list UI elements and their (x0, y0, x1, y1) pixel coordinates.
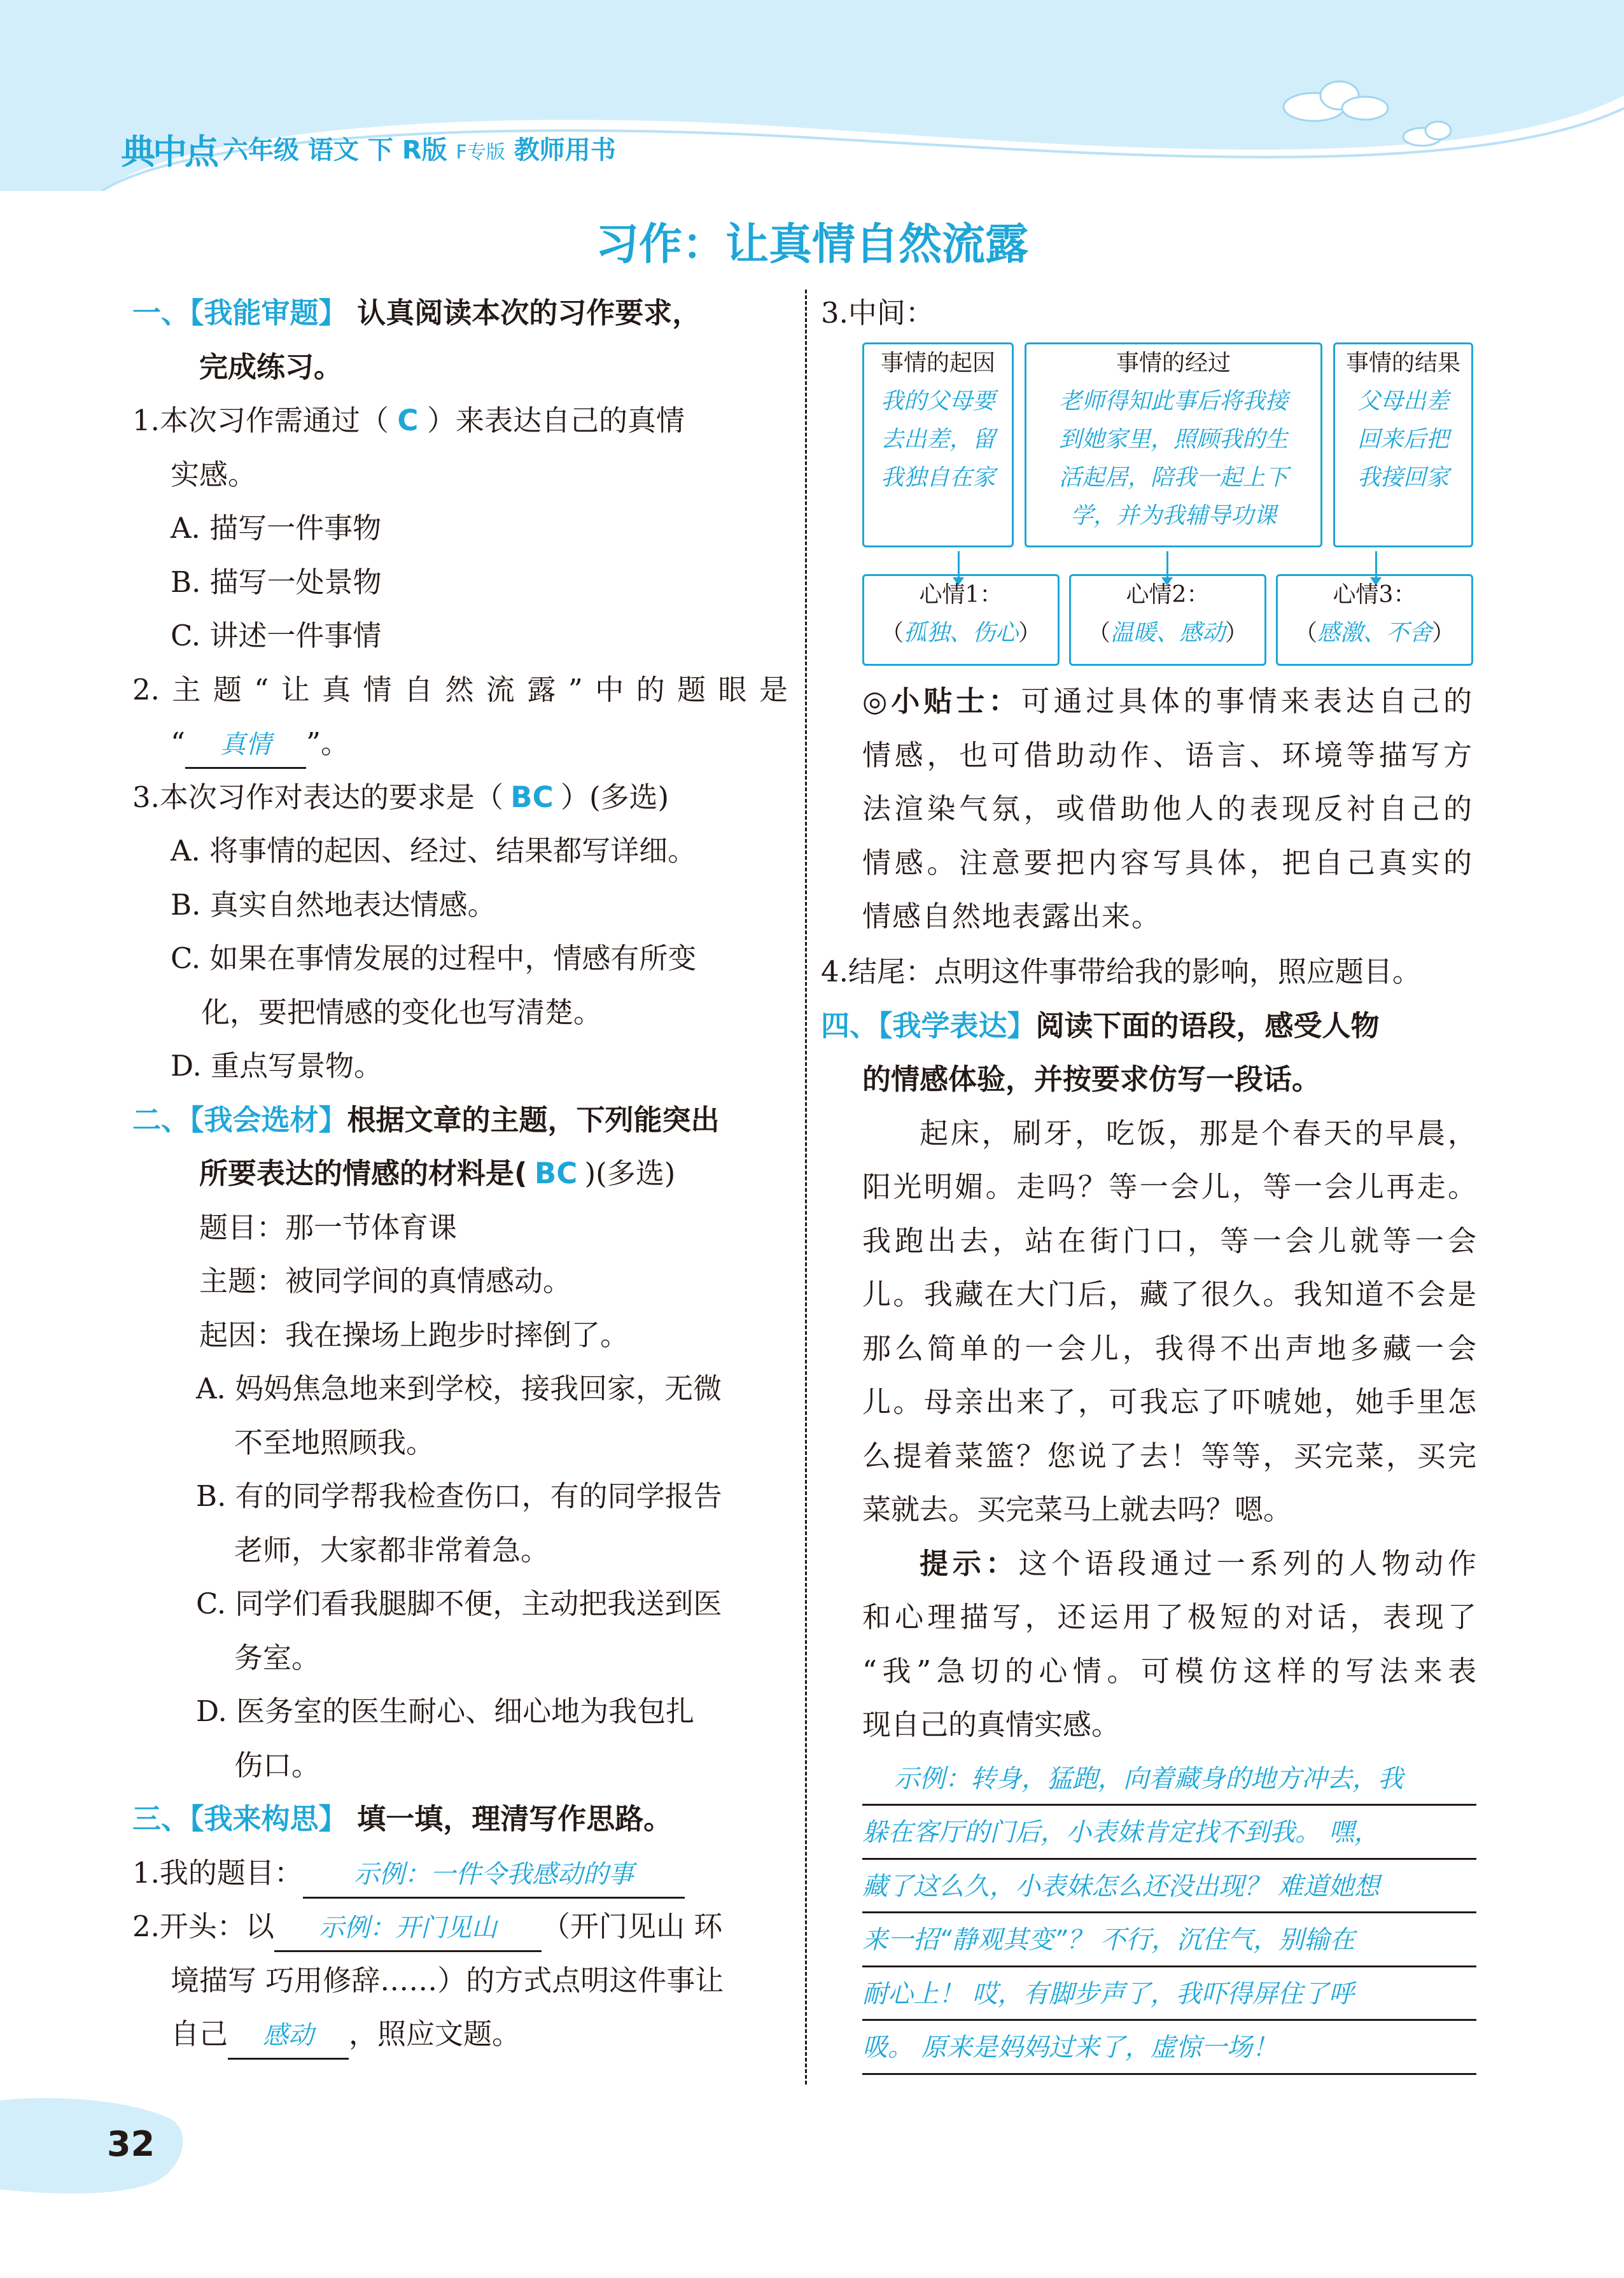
passage-line: 么提着菜篮？您说了去！等等，买完菜，买完 (862, 1438, 1476, 1473)
page-number-badge (0, 2094, 191, 2196)
tip-line-1: ◎小贴士：可通过具体的事情来表达自己的 (862, 684, 1473, 718)
passage-line: 我跑出去，站在街门口，等一会儿就等一会 (862, 1223, 1476, 1258)
section-3-heading: 三、【我来构思】 填一填，理清写作思路。 (132, 1802, 673, 1836)
section-1-heading-cont: 完成练习。 (199, 349, 343, 384)
tip-line-5: 情感自然地表露出来。 (862, 899, 1162, 933)
question-3: 3.本次习作对表达的要求是（ BC ）(多选) (132, 771, 788, 825)
left-column (132, 286, 788, 2062)
flow-box-result: 事情的结果 父母出差 回来后把 我接回家 (1333, 342, 1473, 547)
hint-line-1: 提示：这个语段通过一系列的人物动作 (920, 1546, 1476, 1580)
hint-line-2: 和心理描写，还运用了极短的对话，表现了 (862, 1600, 1476, 1634)
section-1-heading: 一、【我能审题】 认真阅读本次的习作要求， (132, 296, 701, 330)
reading-passage (821, 1107, 1476, 2075)
q1-option-a: A. 描写一件事物 (171, 511, 382, 545)
section-4-heading-cont: 的情感体验，并按要求仿写一段话。 (862, 1062, 1321, 1096)
book-info (223, 130, 616, 166)
tip-block (862, 675, 1473, 944)
q3-option-c-cont: 化，要把情感的变化也写清楚。 (201, 995, 603, 1029)
s2-option-a: A. 妈妈焦急地来到学校，接我回家，无微 (196, 1372, 722, 1405)
example-line: 藏了这么久，小表妹怎么还没出现？ 难道她想 (862, 1860, 1476, 1914)
q1-option-c: C. 讲述一件事情 (171, 619, 382, 652)
passage-line: 阳光明媚。走吗？等一会儿，等一会儿再走。 (862, 1170, 1476, 1204)
passage-line: 那么简单的一会儿，我得不出声地多藏一会 (862, 1331, 1476, 1365)
section-2-heading: 二、【我会选材】根据文章的主题，下列能突出 (132, 1102, 720, 1137)
passage-line: 起床，刷牙，吃饭，那是个春天的早晨， (920, 1116, 1476, 1150)
grade-label: 六年级 语文 下 R版 (223, 136, 447, 165)
s3-question-3: 3.中间： (821, 296, 934, 330)
example-line: 耐心上！ 哎，有脚步声了，我吓得屏住了呼 (862, 1967, 1476, 2021)
material-topic: 题目：那一节体育课 (199, 1210, 458, 1244)
answer-opening: 示例：开门见山 (274, 1906, 542, 1952)
question-1-cont: 实感。 (171, 457, 257, 491)
tip-line-3: 法渲染气氛，或借助他人的表现反衬自己的 (862, 792, 1473, 826)
question-2-cont: “ 真情 ”。 (132, 717, 788, 771)
passage-line: 儿。我藏在大门后，藏了很久。我知道不会是 (862, 1277, 1476, 1311)
logo: 典中点 (121, 132, 216, 172)
page-title: 习作：让真情自然流露 (595, 220, 1028, 270)
q3-option-c: C. 如果在事情发展的过程中，情感有所变 (171, 941, 697, 975)
answer-feeling: 感动 (228, 2013, 349, 2060)
tip-line-4: 情感。注意要把内容写具体，把自己真实的 (862, 845, 1473, 880)
passage-line: 菜就去。买完菜马上就去吗？嗯。 (862, 1493, 1292, 1526)
s2-option-a-cont: 不至地照顾我。 (234, 1425, 435, 1459)
s3-question-2-end: 自己 感动 ，照应文题。 (132, 2007, 788, 2062)
tip-line-2: 情感，也可借助动作、语言、环境等描写方 (862, 738, 1473, 772)
question-2: 2.主题“让真情自然流露”中的题眼是 (132, 672, 788, 707)
question-1: 1.本次习作需通过（ C ）来表达自己的真情 (132, 394, 788, 448)
mood-box-1: 心情1： （孤独、伤心） (862, 574, 1060, 666)
edition-label: F专版 (456, 141, 505, 164)
q3-option-b: B. 真实自然地表达情感。 (171, 887, 496, 922)
s3-question-2-cont: 境描写 巧用修辞……）的方式点明这件事让 (171, 1963, 724, 1997)
s3-question-1: 1.我的题目： 示例：一件令我感动的事 (132, 1846, 788, 1901)
right-column (821, 286, 1476, 341)
flow-box-process: 事情的经过 老师得知此事后将我接 到她家里，照顾我的生 活起居，陪我一起上下 学，并为我辅导功课 (1025, 342, 1322, 547)
story-flow-chart (862, 342, 1473, 646)
column-divider (805, 290, 807, 2085)
flow-box-cause: 事情的起因 我的父母要 去出差，留 我独自在家 (862, 342, 1014, 547)
s2-option-c: C. 同学们看我腿脚不便，主动把我送到医 (196, 1587, 722, 1621)
q1-option-b: B. 描写一处景物 (171, 565, 382, 599)
s2-option-c-cont: 务室。 (234, 1640, 321, 1675)
s2-option-d: D. 医务室的医生耐心、细心地为我包扎 (196, 1694, 695, 1728)
answer-title: 示例：一件令我感动的事 (303, 1852, 685, 1899)
s2-option-d-cont: 伤口。 (234, 1748, 321, 1782)
material-theme: 主题：被同学间的真情感动。 (199, 1264, 572, 1298)
example-line: 躲在客厅的门后，小表妹肯定找不到我。 嘿， (862, 1806, 1476, 1860)
hint-line-3: “我”急切的心情。可模仿这样的写法来表 (862, 1654, 1476, 1688)
answer-s2: BC (534, 1157, 578, 1190)
page-number: 32 (107, 2124, 155, 2164)
mood-box-3: 心情3： （感激、不舍） (1276, 574, 1473, 666)
hint-line-4: 现自己的真情实感。 (862, 1708, 1121, 1741)
q3-option-a: A. 将事情的起因、经过、结果都写详细。 (171, 834, 697, 868)
example-line: 吸。 原来是妈妈过来了，虚惊一场！ (862, 2021, 1476, 2075)
section-2-heading-cont: 所要表达的情感的材料是( BC )(多选) (132, 1147, 788, 1201)
s3-question-2: 2.开头：以 示例：开门见山 （开门见山 环 (132, 1900, 788, 1954)
example-writing (862, 1752, 1476, 2075)
mood-box-2: 心情2： （温暖、感动） (1069, 574, 1266, 666)
right-lower (821, 945, 1476, 2075)
answer-q2: 真情 (185, 722, 306, 769)
s2-option-b-cont: 老师，大家都非常着急。 (234, 1533, 550, 1567)
answer-q1: C (397, 404, 419, 437)
q3-option-d: D. 重点写景物。 (171, 1049, 383, 1083)
s3-question-4: 4.结尾：点明这件事带给我的影响，照应题目。 (821, 955, 1421, 988)
section-4-heading: 四、【我学表达】阅读下面的语段，感受人物 (821, 1008, 1380, 1043)
s2-option-b: B. 有的同学帮我检查伤口，有的同学报告 (196, 1479, 722, 1513)
passage-line: 儿。母亲出来了，可我忘了吓唬她，她手里怎 (862, 1385, 1476, 1419)
example-line: 示例：转身，猛跑，向着藏身的地方冲去，我 (862, 1752, 1476, 1806)
answer-q3: BC (510, 780, 554, 814)
example-line: 来一招“静观其变”？ 不行，沉住气，别输在 (862, 1913, 1476, 1967)
book-type-label: 教师用书 (514, 136, 616, 165)
material-cause: 起因：我在操场上跑步时摔倒了。 (199, 1318, 629, 1352)
